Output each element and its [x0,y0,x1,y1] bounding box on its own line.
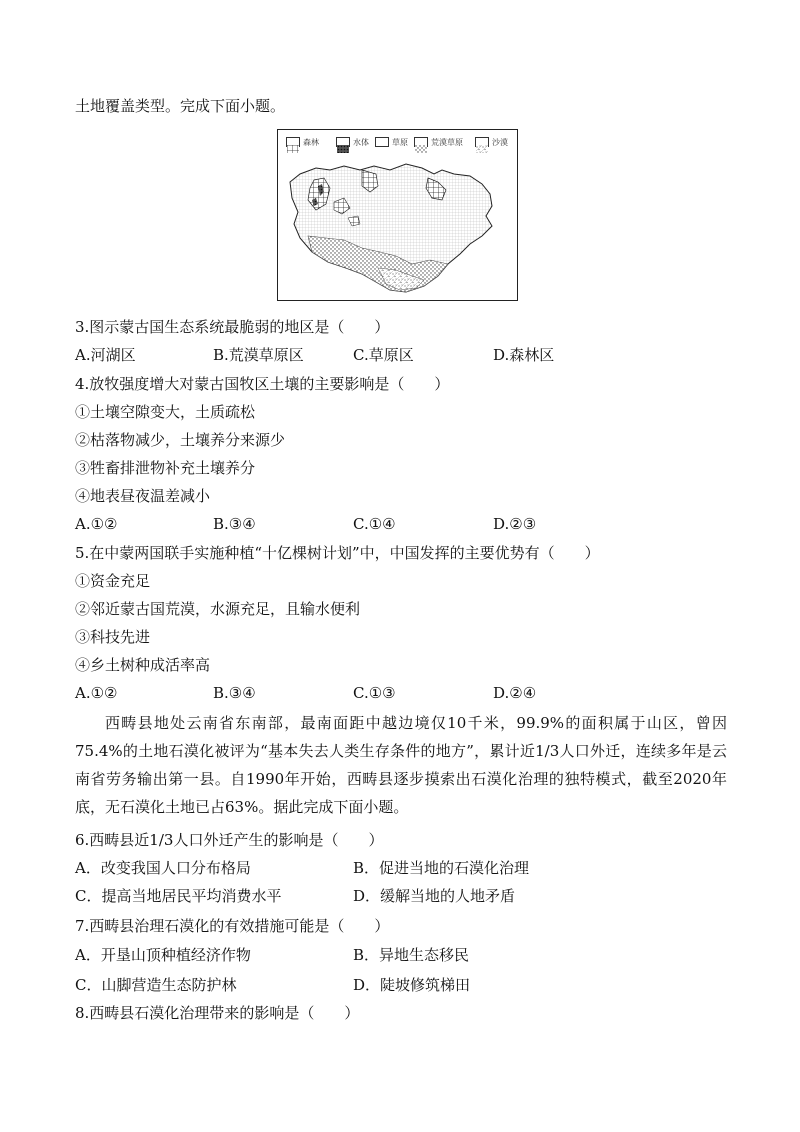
q4-item-4: ④地表昼夜温差减小 [75,487,211,505]
map-legend [278,134,517,152]
legend-label-forest: 森林 [303,138,319,147]
passage-xichou: 西畴县地处云南省东南部，最南面距中越边境仅10千米，99.9%的面积属于山区，曾因75.4%的土地石漠化被评为“基本失去人类生存条件的地方”，累计近1/3人口外迁，连续多年是云南省劳务输出第一县。自1990年开始，西畴县逐步摸索出石漠化治理的独特模式，截至2020年底，无石漠化土地已占63%。据此完成下面小题。 [75,714,727,816]
q7-option-c[interactable]: C．山脚营造生态防护林 [75,976,237,994]
q3-option-d[interactable]: D.森林区 [493,346,555,364]
map-body [278,152,517,300]
q7-option-a[interactable]: A．开垦山顶种植经济作物 [75,946,251,964]
q5-option-d[interactable]: D.②④ [493,684,537,702]
q4-option-c[interactable]: C.①④ [353,515,396,533]
q7-option-b[interactable]: B．异地生态移民 [353,946,470,964]
q3-option-a[interactable]: A.河湖区 [75,346,136,364]
q7-stem: 7.西畴县治理石漠化的有效措施可能是（ ） [75,917,390,935]
legend-label-desert-steppe: 荒漠草原 [431,138,463,147]
q5-item-4: ④乡土树种成活率高 [75,656,211,674]
intro-tail: 土地覆盖类型。完成下面小题。 [75,97,286,115]
q4-stem: 4.放牧强度增大对蒙古国牧区土壤的主要影响是（ ） [75,375,450,393]
q5-item-1: ①资金充足 [75,572,151,590]
q3-option-c[interactable]: C.草原区 [353,346,414,364]
water-swatch [336,137,350,147]
desert-steppe-swatch [414,137,428,147]
legend-label-desert: 沙漠 [492,138,508,147]
q6-option-a[interactable]: A．改变我国人口分布格局 [75,859,251,877]
q4-item-3: ③牲畜排泄物补充土壤养分 [75,459,256,477]
q4-item-1: ①土壤空隙变大，土质疏松 [75,403,256,421]
q4-item-2: ②枯落物减少，土壤养分来源少 [75,431,286,449]
mongolia-land-cover-map [277,129,518,301]
q6-stem: 6.西畴县近1/3人口外迁产生的影响是（ ） [75,831,384,849]
q6-option-c[interactable]: C．提高当地居民平均消费水平 [75,887,282,905]
legend-label-grassland: 草原 [392,138,408,147]
forest-swatch [286,137,300,147]
q6-option-d[interactable]: D．缓解当地的人地矛盾 [353,887,516,905]
q5-item-3: ③科技先进 [75,628,151,646]
q3-option-b[interactable]: B.荒漠草原区 [213,346,304,364]
q4-option-b[interactable]: B.③④ [213,515,256,533]
q7-option-d[interactable]: D．陡坡修筑梯田 [353,976,471,994]
q4-option-a[interactable]: A.①② [75,515,118,533]
desert-swatch [475,137,489,147]
q5-option-c[interactable]: C.①③ [353,684,396,702]
legend-label-water: 水体 [353,138,369,147]
q5-item-2: ②邻近蒙古国荒漠，水源充足，且输水便利 [75,600,361,618]
q5-option-b[interactable]: B.③④ [213,684,256,702]
q4-option-d[interactable]: D.②③ [493,515,537,533]
q5-option-a[interactable]: A.①② [75,684,118,702]
q8-stem: 8.西畴县石漠化治理带来的影响是（ ） [75,1004,360,1022]
q6-option-b[interactable]: B．促进当地的石漠化治理 [353,859,530,877]
q5-stem: 5.在中蒙两国联手实施种植“十亿棵树计划”中，中国发挥的主要优势有（ ） [75,544,600,562]
grassland-swatch [375,137,389,147]
q3-stem: 3.图示蒙古国生态系统最脆弱的地区是（ ） [75,318,390,336]
